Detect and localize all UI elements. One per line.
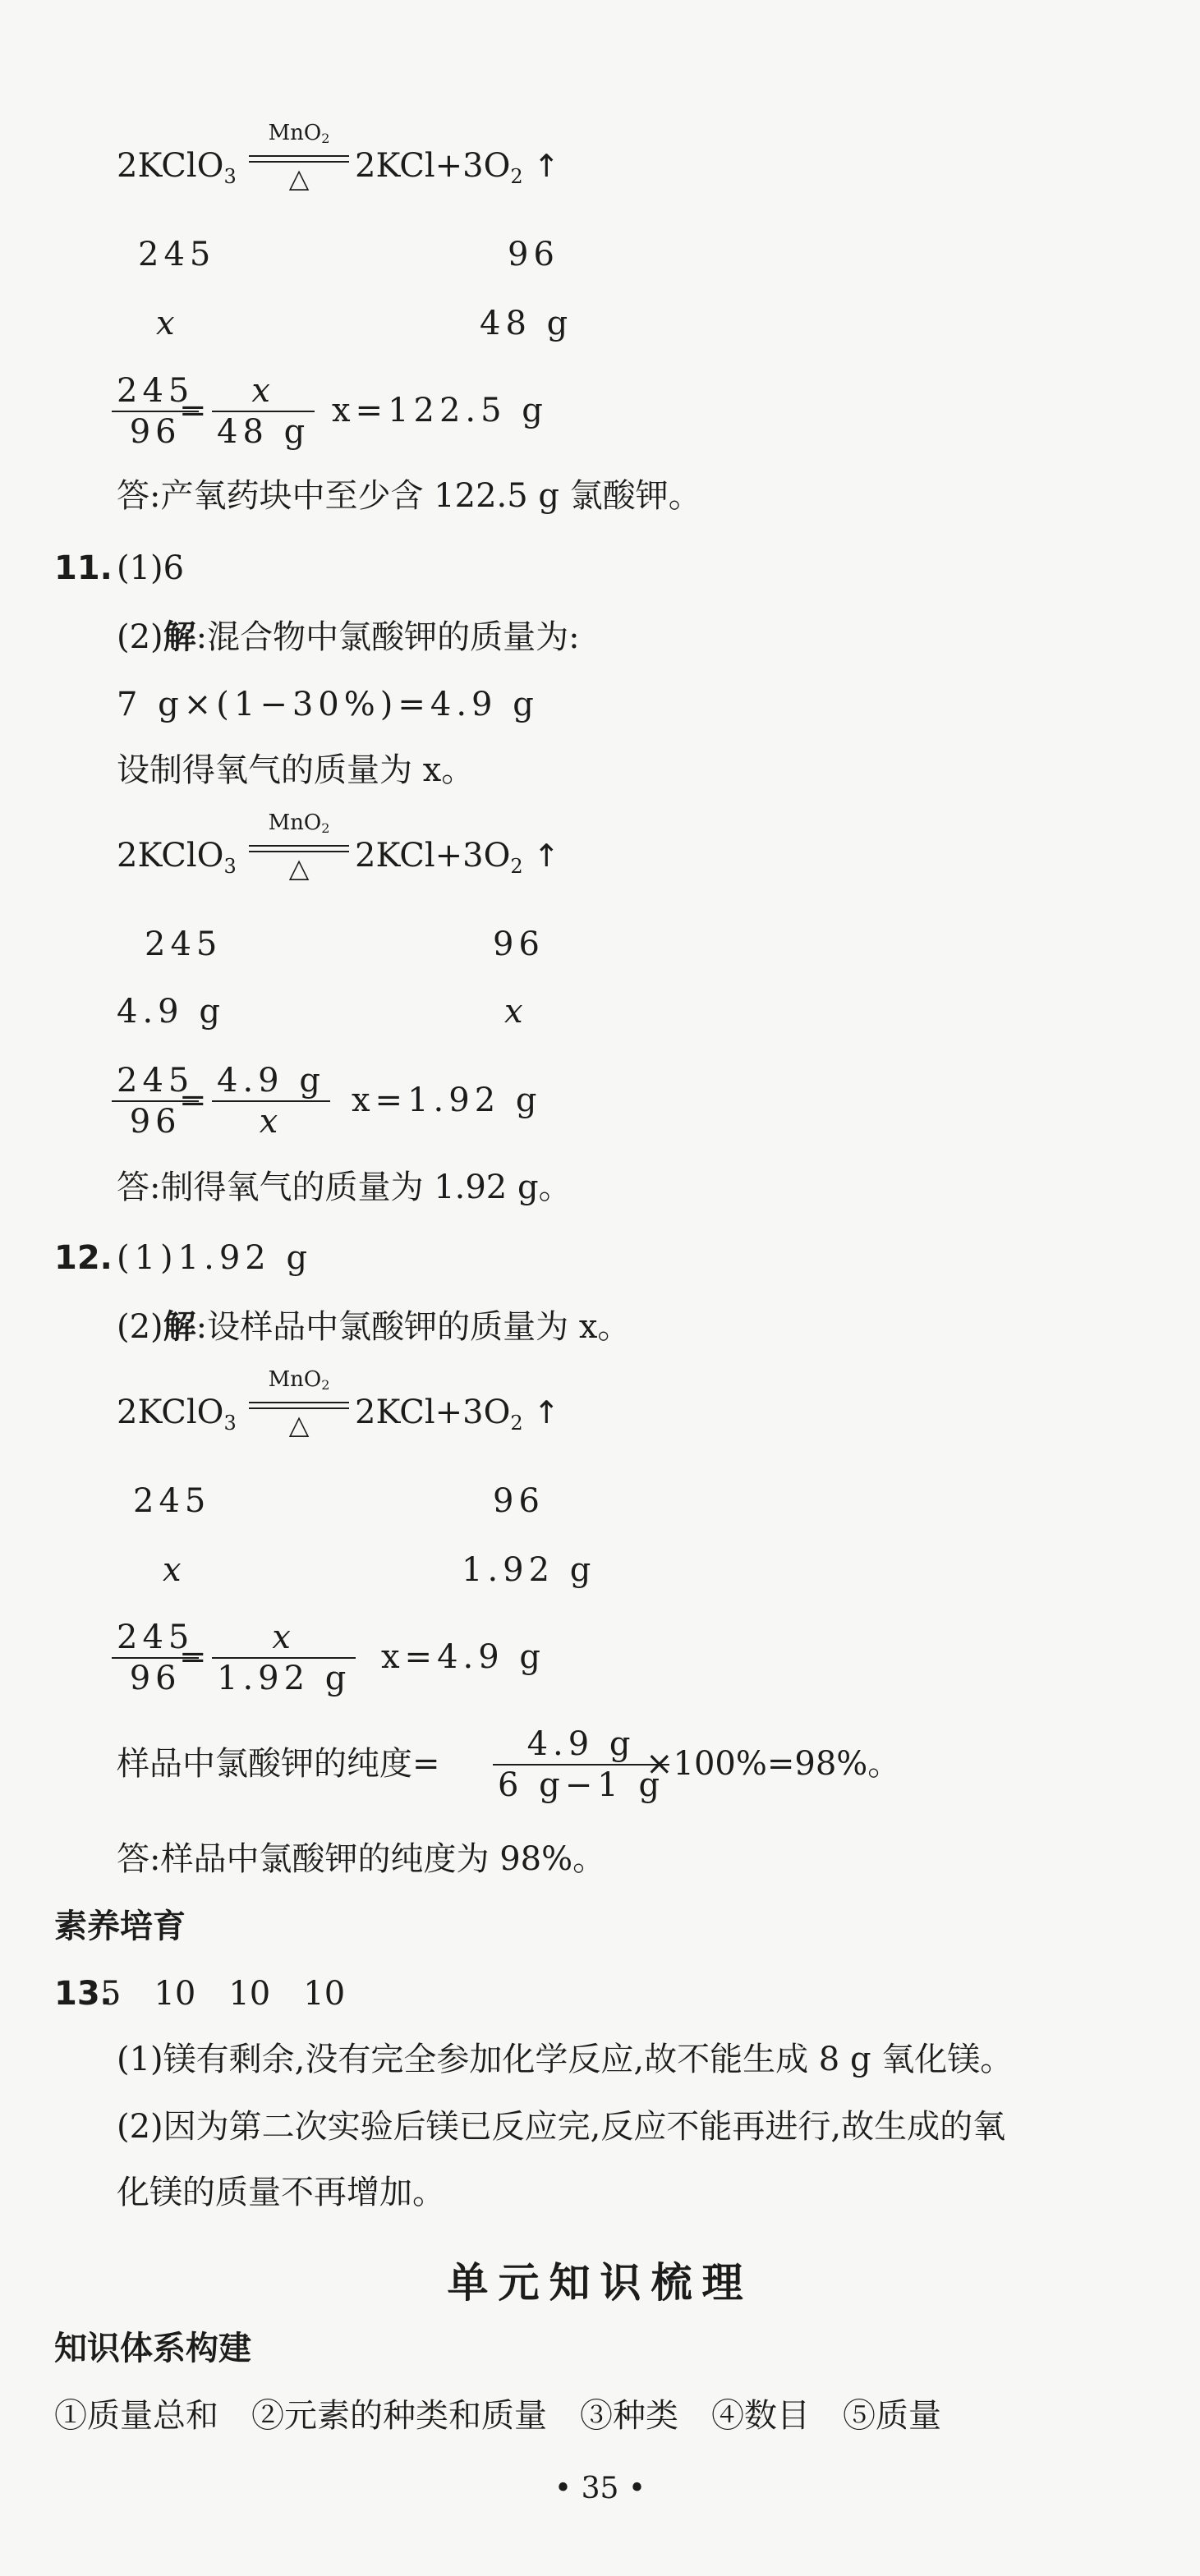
q13-part2-line1: (2)因为第二次实验后镁已反应完,反应不能再进行,故生成的氧 <box>117 2108 1006 2146</box>
eq-lhs-sub: 3 <box>223 855 237 878</box>
q12-part2 <box>117 1307 630 1347</box>
eq-rhs-q10 <box>355 146 559 196</box>
frac-num: 245 <box>112 371 199 412</box>
section-heading-literacy: 素养培育 <box>54 1908 186 1945</box>
part-prefix: (2) <box>117 618 163 656</box>
question-number-12: 12. <box>54 1239 113 1277</box>
eq-rhs: 2KCl+3O <box>355 1394 511 1431</box>
eq-lhs: 2KClO <box>117 1394 224 1431</box>
frac-den: 96 <box>129 413 182 451</box>
gas-arrow-icon: ↑ <box>533 838 560 874</box>
frac-den: 96 <box>129 1660 182 1697</box>
frac-num: 245 <box>112 1618 199 1659</box>
frac-num: 4.9 g <box>212 1061 330 1102</box>
mass-ratio-right: 96 <box>508 236 559 273</box>
frac-den: 48 g <box>217 413 310 451</box>
heat-symbol: △ <box>288 1409 310 1440</box>
catalyst: MnO <box>268 121 322 145</box>
eq-rhs: 2KCl+3O <box>355 837 511 875</box>
proportion-fraction-2 <box>212 371 315 452</box>
solve-label: 解 <box>163 1308 196 1346</box>
q11-part2 <box>117 618 580 657</box>
answer-q10: 答:产氧药块中至少含 122.5 g 氯酸钾。 <box>117 477 701 515</box>
eq-rhs-sub: 2 <box>510 855 523 878</box>
reaction-condition <box>249 1367 349 1440</box>
heat-symbol: △ <box>288 852 310 884</box>
gas-arrow-icon: ↑ <box>533 1394 560 1430</box>
catalyst-sub: 2 <box>321 820 330 836</box>
equation-q11 <box>117 836 237 886</box>
unknown-left: x <box>163 1551 186 1589</box>
frac-num: x <box>212 1618 356 1659</box>
result: x=122.5 g <box>332 392 548 429</box>
frac-num: x <box>212 371 315 412</box>
page-number: • 35 • <box>554 2472 646 2505</box>
section-heading-system: 知识体系构建 <box>54 2330 251 2367</box>
result: x=4.9 g <box>381 1638 546 1676</box>
catalyst: MnO <box>268 1367 322 1392</box>
purity-result: ×100%=98%。 <box>646 1745 901 1783</box>
eq-rhs-sub: 2 <box>510 165 523 188</box>
q12-part1: (1)1.92 g <box>117 1239 313 1277</box>
eq-lhs-sub: 3 <box>223 1412 237 1435</box>
frac-den: 1.92 g <box>217 1660 352 1697</box>
eq-rhs-sub: 2 <box>510 1412 523 1435</box>
known-right: 1.92 g <box>462 1551 596 1589</box>
proportion-fraction-2 <box>212 1061 330 1141</box>
frac-den: 6 g−1 g <box>498 1766 665 1804</box>
reaction-condition <box>249 121 349 194</box>
equals-sign: = <box>179 392 207 429</box>
equation-q10 <box>117 146 237 196</box>
result: x=1.92 g <box>352 1081 542 1119</box>
question-number-11: 11. <box>54 549 113 587</box>
q11-part1: (1)6 <box>117 549 185 587</box>
eq-lhs: 2KClO <box>117 837 224 875</box>
frac-num: 4.9 g <box>493 1724 669 1766</box>
mass-ratio-left: 245 <box>138 236 216 273</box>
eq-rhs: 2KCl+3O <box>355 147 511 185</box>
frac-den: x <box>259 1103 283 1141</box>
q11-calc: 7 g×(1−30%)=4.9 g <box>117 686 539 723</box>
equals-sign: = <box>179 1081 207 1119</box>
known-right: 48 g <box>480 305 573 342</box>
mass-ratio-right: 96 <box>493 1482 545 1520</box>
q13-answers: 5 10 10 10 <box>100 1975 346 2013</box>
solve-label: 解 <box>163 618 196 656</box>
reaction-condition <box>249 810 349 884</box>
gas-arrow-icon: ↑ <box>533 148 560 184</box>
unit-title: 单元知识梳理 <box>447 2258 753 2307</box>
system-items: ①质量总和 ②元素的种类和质量 ③种类 ④数目 ⑤质量 <box>54 2397 941 2435</box>
unknown-left: x <box>156 305 180 342</box>
part-text: :设样品中氯酸钾的质量为 x。 <box>195 1308 631 1346</box>
eq-rhs-q11 <box>355 836 559 886</box>
answer-q11: 答:制得氧气的质量为 1.92 g。 <box>117 1169 572 1206</box>
catalyst-sub: 2 <box>321 131 330 146</box>
mass-ratio-left: 245 <box>133 1482 211 1520</box>
equals-sign: = <box>179 1638 207 1676</box>
q11-set: 设制得氧气的质量为 x。 <box>117 751 475 789</box>
eq-lhs-sub: 3 <box>223 165 237 188</box>
frac-num: 245 <box>112 1061 199 1102</box>
equation-q12 <box>117 1393 237 1443</box>
answer-q12: 答:样品中氯酸钾的纯度为 98%。 <box>117 1840 606 1878</box>
part-text: :混合物中氯酸钾的质量为: <box>195 618 580 656</box>
part-prefix: (2) <box>117 1308 163 1346</box>
proportion-fraction-2 <box>212 1618 356 1698</box>
known-left: 4.9 g <box>117 993 225 1031</box>
mass-ratio-right: 96 <box>493 925 545 963</box>
mass-ratio-left: 245 <box>145 925 223 963</box>
unknown-right: x <box>504 993 528 1031</box>
purity-fraction <box>493 1724 669 1805</box>
catalyst-sub: 2 <box>321 1377 330 1393</box>
q13-part2-line2: 化镁的质量不再增加。 <box>117 2174 445 2211</box>
heat-symbol: △ <box>288 163 310 194</box>
frac-den: 96 <box>129 1103 182 1141</box>
q13-part1: (1)镁有剩余,没有完全参加化学反应,故不能生成 8 g 氧化镁。 <box>117 2041 1014 2078</box>
eq-rhs-q12 <box>355 1393 559 1443</box>
catalyst: MnO <box>268 810 322 835</box>
eq-lhs: 2KClO <box>117 147 224 185</box>
question-number-13: 13. <box>54 1975 113 2013</box>
purity-label: 样品中氯酸钾的纯度= <box>117 1745 440 1783</box>
